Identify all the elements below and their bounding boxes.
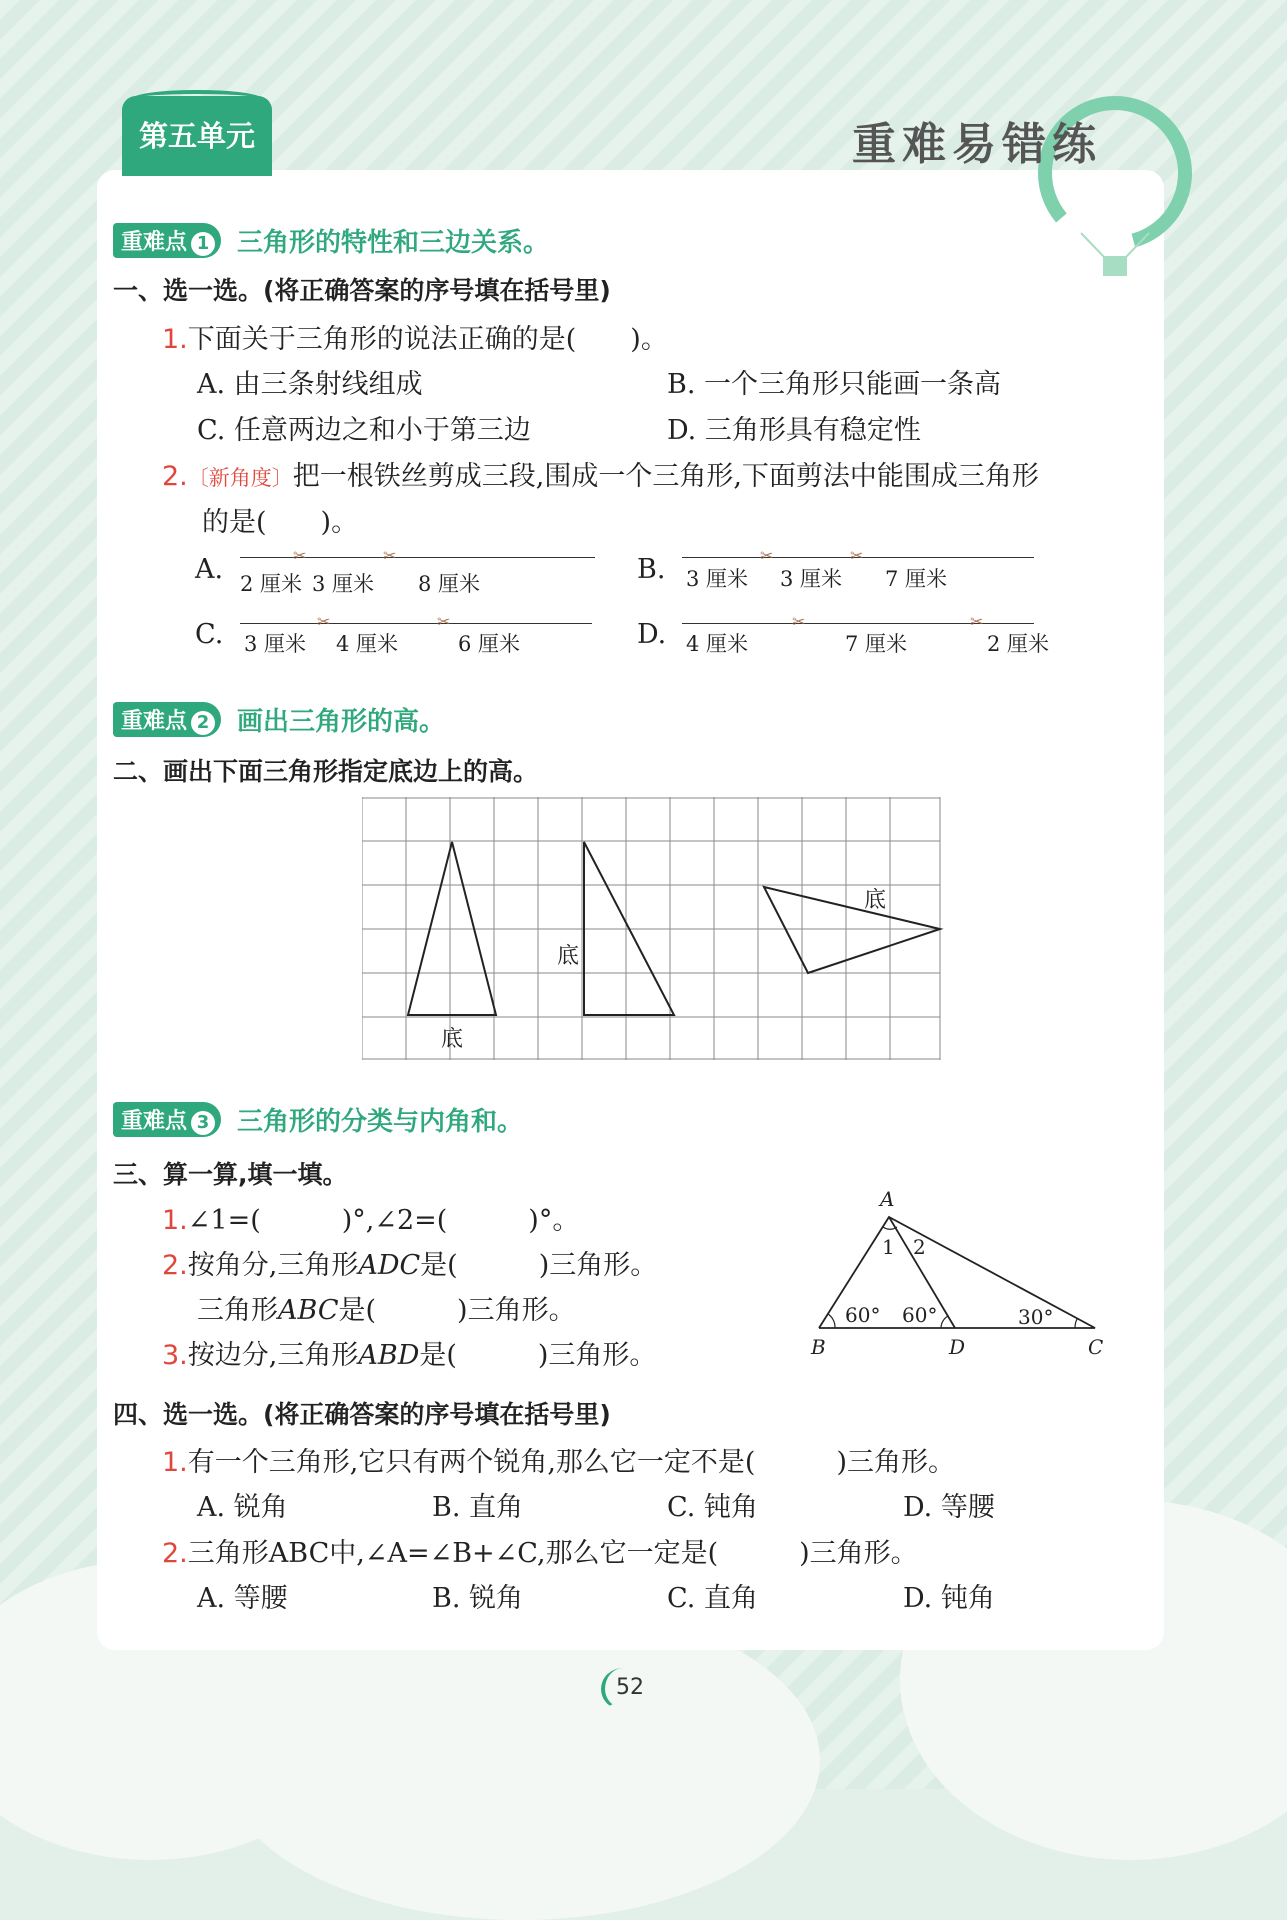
question-number: 2. <box>162 1538 188 1569</box>
focus-badge-label: 重难点 2 <box>113 702 221 737</box>
wire-label-a2: 3 厘米 <box>312 572 375 596</box>
angle-arc-d <box>941 1316 948 1328</box>
question-stem: ∠1=( )°,∠2=( )°。 <box>187 1205 580 1236</box>
wire-option-b-letter: B. <box>637 554 666 585</box>
option-4-2-b: B. 锐角 <box>432 1583 524 1614</box>
focus-topic-2: 画出三角形的高。 <box>237 707 446 737</box>
scissors-icon: ✂ <box>437 612 451 631</box>
question-4-1 <box>162 1440 955 1479</box>
option-4-2-c: C. 直角 <box>667 1583 758 1614</box>
question-number: 2. <box>162 1250 188 1281</box>
focus-topic-1: 三角形的特性和三边关系。 <box>237 228 550 258</box>
wire-label-c3: 6 厘米 <box>458 632 521 656</box>
wire-label-a1: 2 厘米 <box>240 572 303 596</box>
focus-badge-1 <box>113 222 549 256</box>
focus-badge-2 <box>113 701 445 735</box>
triangle-name: ADC <box>358 1250 421 1281</box>
option-4-1-b: B. 直角 <box>432 1492 524 1523</box>
question-3-3: 3.按边分,三角形ABD是( )三角形。 <box>162 1340 657 1371</box>
option-4-1-a: A. 锐角 <box>197 1492 288 1523</box>
focus-badge-number: 1 <box>191 232 215 256</box>
option-1-1-d: D. 三角形具有稳定性 <box>667 415 921 446</box>
question-3-2: 2.按角分,三角形ADC是( )三角形。 <box>162 1250 658 1281</box>
wire-label-b3: 7 厘米 <box>885 567 948 591</box>
wire-label-a3: 8 厘米 <box>418 572 481 596</box>
focus-badge-label: 重难点 3 <box>113 1102 221 1137</box>
unit-label: 第五单元 <box>138 119 255 153</box>
section-heading-4: 四、选一选。(将正确答案的序号填在括号里) <box>113 1400 611 1429</box>
point-c: C <box>1088 1335 1104 1359</box>
angle-arc-b <box>828 1314 835 1328</box>
point-b: B <box>811 1335 826 1359</box>
section-heading-1: 一、选一选。(将正确答案的序号填在括号里) <box>113 276 611 305</box>
option-1-1-b: B. 一个三角形只能画一条高 <box>667 369 1002 400</box>
question-3-2-cont: 三角形ABC是( )三角形。 <box>197 1295 576 1326</box>
option-1-1-c: C. 任意两边之和小于第三边 <box>197 415 531 446</box>
wire-option-a-letter: A. <box>195 554 224 585</box>
question-4-2 <box>162 1531 918 1570</box>
angle-label-1: 1 <box>882 1235 895 1259</box>
angle-label-c: 30° <box>1018 1305 1054 1329</box>
question-number: 1. <box>162 1205 188 1236</box>
scissors-icon: ✂ <box>293 546 307 565</box>
question-number: 2. <box>162 461 188 492</box>
wire-line-c <box>240 623 592 624</box>
triangle-3 <box>764 887 940 973</box>
wire-label-d2: 7 厘米 <box>845 632 908 656</box>
angle-label-d: 60° <box>902 1303 938 1327</box>
unit-tab <box>122 96 272 176</box>
scissors-icon: ✂ <box>970 612 984 631</box>
new-angle-tag: 〔新角度〕 <box>187 466 293 490</box>
angle-label-b: 60° <box>845 1303 881 1327</box>
option-4-1-d: D. 等腰 <box>903 1492 995 1523</box>
scissors-icon: ✂ <box>383 546 397 565</box>
wire-option-d-letter: D. <box>637 619 667 650</box>
section-heading-3: 三、算一算,填一填。 <box>113 1160 348 1189</box>
book-icon <box>132 90 262 108</box>
page-title: 重难易错练 <box>852 119 1102 170</box>
question-number: 1. <box>162 1447 188 1478</box>
question-number: 3. <box>162 1340 188 1371</box>
wire-label-d1: 4 厘米 <box>686 632 749 656</box>
question-number: 1. <box>162 324 188 355</box>
question-1-1 <box>162 317 668 356</box>
option-4-2-a: A. 等腰 <box>197 1583 288 1614</box>
scissors-icon: ✂ <box>792 612 806 631</box>
question-stem: 把一根铁丝剪成三段,围成一个三角形,下面剪法中能围成三角形 <box>292 461 1039 492</box>
option-1-1-a: A. 由三条射线组成 <box>197 369 423 400</box>
question-stem: 有一个三角形,它只有两个锐角,那么它一定不是( )三角形。 <box>187 1447 955 1478</box>
wire-label-c2: 4 厘米 <box>336 632 399 656</box>
wire-label-b2: 3 厘米 <box>780 567 843 591</box>
wire-option-c-letter: C. <box>195 619 224 650</box>
question-1-2-cont: 的是( )。 <box>202 507 359 538</box>
scissors-icon: ✂ <box>850 546 864 565</box>
focus-badge-3 <box>113 1101 523 1135</box>
scissors-icon: ✂ <box>760 546 774 565</box>
question-3-1 <box>162 1198 579 1237</box>
focus-badge-label: 重难点 1 <box>113 223 221 258</box>
option-4-2-d: D. 钝角 <box>903 1583 995 1614</box>
section-heading-2: 二、画出下面三角形指定底边上的高。 <box>113 757 539 786</box>
page-number: 52 <box>616 1675 644 1700</box>
question-stem: 下面关于三角形的说法正确的是( )。 <box>187 324 668 355</box>
question-stem: 三角形ABC中,∠A=∠B+∠C,那么它一定是( )三角形。 <box>187 1538 918 1569</box>
wire-label-b1: 3 厘米 <box>686 567 749 591</box>
grid-lines <box>362 797 940 1060</box>
point-d: D <box>949 1335 966 1359</box>
angle-arc-c <box>1075 1319 1077 1328</box>
point-a: A <box>880 1187 895 1211</box>
question-1-2 <box>162 454 1039 493</box>
focus-badge-number: 3 <box>191 1111 215 1135</box>
base-label-3: 底 <box>864 888 887 913</box>
wire-label-c1: 3 厘米 <box>244 632 307 656</box>
wire-label-d3: 2 厘米 <box>987 632 1050 656</box>
base-label-1: 底 <box>441 1027 464 1052</box>
angle-label-2: 2 <box>913 1235 926 1259</box>
focus-topic-3: 三角形的分类与内角和。 <box>237 1107 524 1137</box>
scissors-icon: ✂ <box>317 612 331 631</box>
triangle-name: ABD <box>358 1340 420 1371</box>
focus-badge-number: 2 <box>191 711 215 735</box>
option-4-1-c: C. 钝角 <box>667 1492 758 1523</box>
triangle-name: ABC <box>278 1295 339 1326</box>
base-label-2: 底 <box>557 944 580 969</box>
